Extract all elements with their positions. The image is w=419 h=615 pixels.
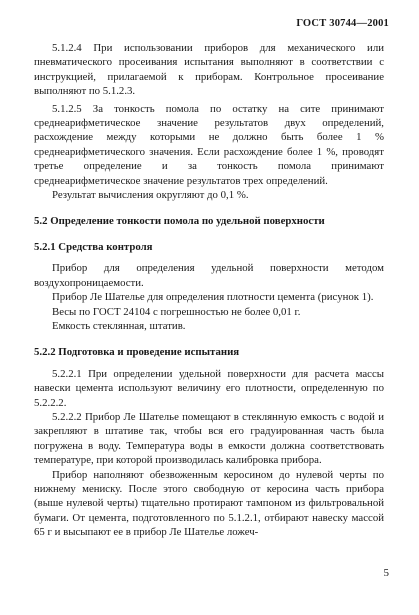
paragraph-glass-vessel: Емкость стеклянная, штатив. — [52, 319, 186, 332]
paragraph-le-chatelier: Прибор Ле Шателье для определения плотности цемента (рисунок 1). — [52, 291, 374, 304]
paragraph-5-1-2-4: 5.1.2.4 При использовании приборов для механического или пневматического просеивания испытания выполняют в соответствии с инструкцией, прилагаемой к приборам. Контрольное просеивание выполняют по 5.1.2.3. — [34, 42, 384, 98]
page-content — [34, 41, 384, 540]
page-number: 5 — [383, 567, 389, 579]
paragraph-kerosene: Прибор наполняют обезвоженным керосином до нулевой черты по нижнему мениску. После этого свободную от керосина часть прибора (выше нулевой черты) тщательно протирают тампоном из фильтровальной бумаги. От цемента, подготовленного по 5.1.2.1, отбирают навеску массой 65 г и высыпают ее в прибор Ле Шателье ложеч- — [34, 468, 384, 539]
paragraph-5-1-2-5: 5.1.2.5 За тонкость помола по остатку на сите принимают среднеарифметическое значение результатов двух определений, расхождение между которыми не должно быть более 1 % среднеарифметического значения. Если расхождение более 1 %, проводят третье определение и за тонкость помола принимают среднеарифметическое значение результатов трех определений. — [34, 102, 384, 187]
paragraph-rounding: Результат вычисления округляют до 0,1 %. — [52, 189, 249, 202]
paragraph-5-2-2-1: 5.2.2.1 При определении удельной поверхности для расчета массы навески цемента используют величину его плотности, определенную по 5.2.2.2. — [34, 367, 384, 409]
section-heading-5-2: 5.2 Определение тонкости помола по удельной поверхности — [34, 215, 325, 228]
paragraph-5-2-2-2: 5.2.2.2 Прибор Ле Шателье помещают в стеклянную емкость с водой и закрепляют в штативе так, чтобы вся его градуированная часть была погружена в воду. Температура воды в емкости должна соответствовать температуре, при которой производилась калибровка прибора. — [34, 410, 384, 467]
document-header: ГОСТ 30744—2001 — [296, 18, 389, 29]
paragraph-instrument-air: Прибор для определения удельной поверхности методом воздухопроницаемости. — [34, 262, 384, 289]
section-heading-5-2-1: 5.2.1 Средства контроля — [34, 240, 153, 253]
paragraph-scales: Весы по ГОСТ 24104 с погрешностью не более 0,01 г. — [52, 305, 301, 318]
section-heading-5-2-2: 5.2.2 Подготовка и проведение испытания — [34, 346, 240, 359]
